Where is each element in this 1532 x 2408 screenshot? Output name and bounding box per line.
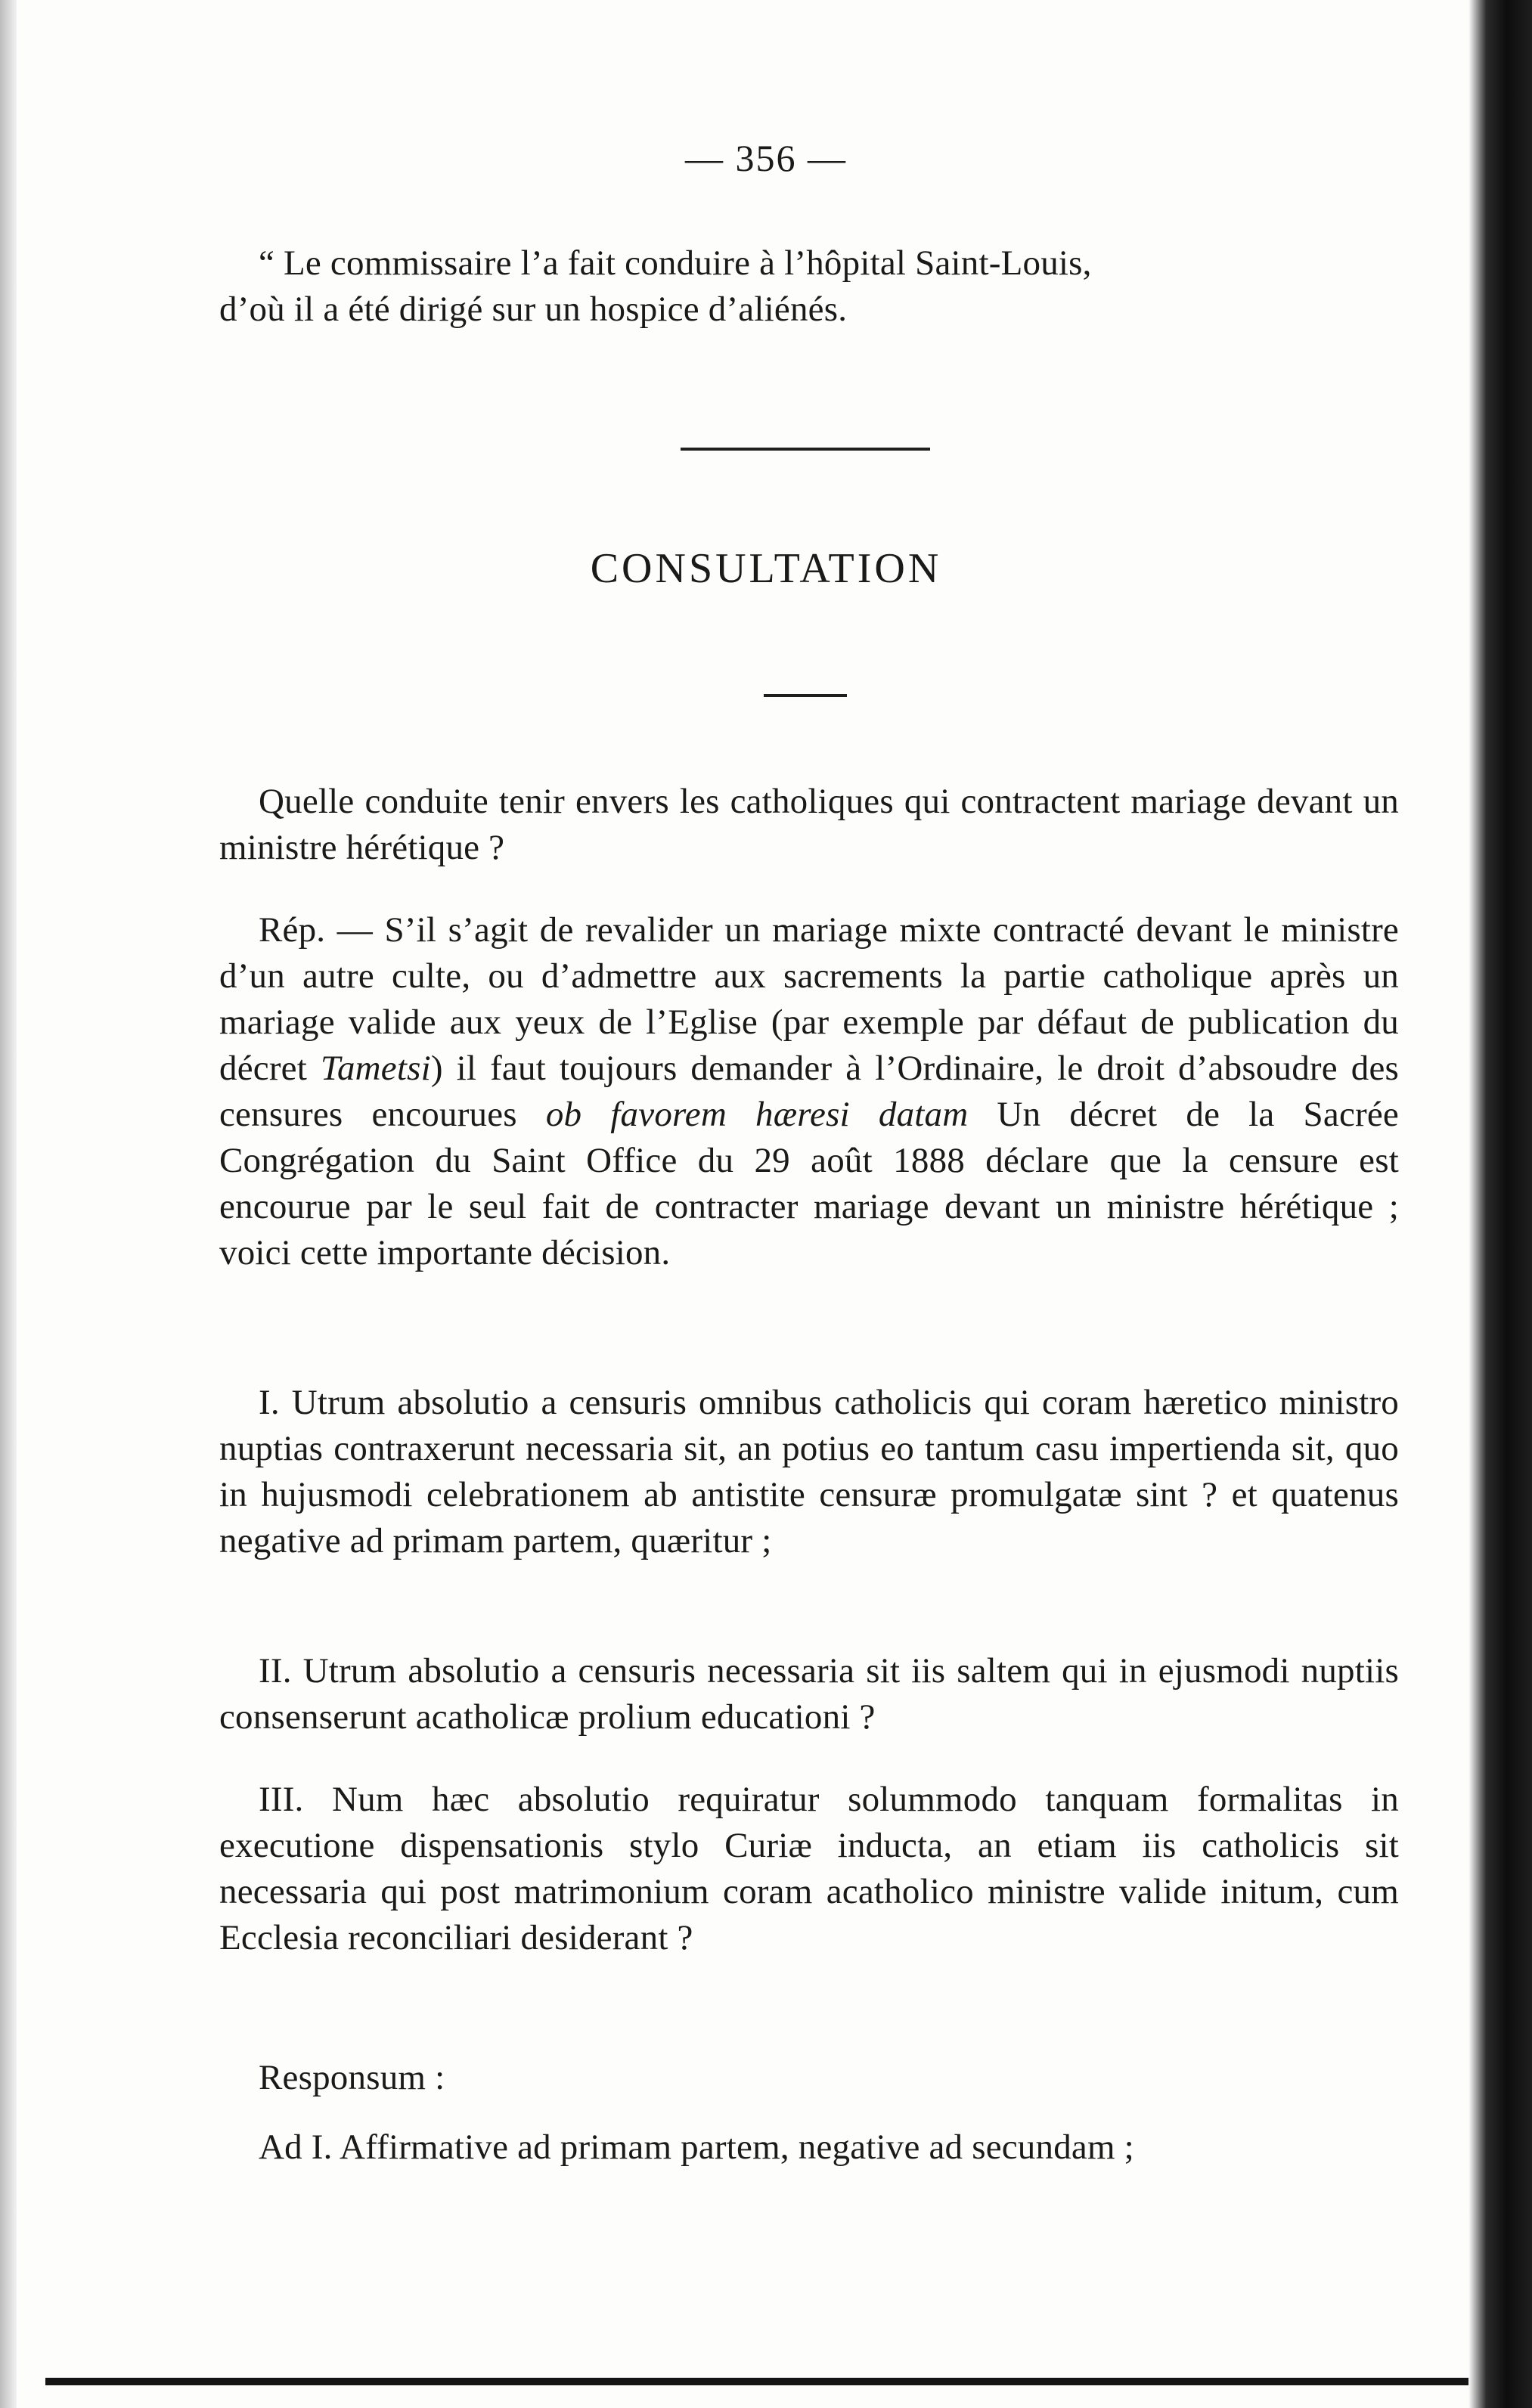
divider-short — [764, 694, 847, 697]
latin-question-3: III. Num hæc absolutio requiratur solummodo tanquam formalitas in executione dispensationis stylo Curiæ inducta, an etiam iis catholicis sit necessaria qui post matrimonium coram acatholico ministre valide initum, cum Ecclesia reconciliari desiderant ? — [219, 1780, 1399, 1957]
latin-question-1: I. Utrum absolutio a censuris omnibus catholicis qui coram hæretico ministro nuptias contraxerunt necessaria sit, an potius eo tantum casu impertienda sit, quo in hujusmodi celebrationem ab antistite censuræ promulgatæ sint ? et quatenus negative ad primam partem, quæritur ; — [219, 1383, 1399, 1560]
response-text-3: Un décret de la Sacrée Congrégation du Saint Office du 29 août 1888 déclare que la censure est encourue par le seul fait de contracter mariage devant un ministre hérétique ; voici cette importante décision. — [219, 1095, 1399, 1272]
page-bottom-rule — [45, 2378, 1468, 2385]
page-left-edge — [0, 0, 17, 2408]
intro-paragraph — [219, 240, 1399, 333]
decree-tametsi: Tametsi — [320, 1049, 431, 1088]
response-text-2: ) il faut toujours demander à l’Ordinaire, le droit d’absoudre des censures encourues — [219, 1049, 1399, 1134]
responsum-label: Responsum : — [259, 2058, 445, 2097]
response-paragraph — [219, 907, 1399, 1276]
latin-question-2: II. Utrum absolutio a censuris necessaria sit iis saltem qui in ejusmodi nuptiis consenserunt acatholicæ prolium educationi ? — [219, 1651, 1399, 1737]
intro-line-2: d’où il a été dirigé sur un hospice d’aliénés. — [219, 290, 848, 329]
answer-one: Ad I. Affirmative ad primam partem, negative ad secundam ; — [259, 2128, 1134, 2167]
page-binding-edge — [1468, 0, 1532, 2408]
response-text-1: Rép. — S’il s’agit de revalider un mariage mixte contracté devant le ministre d’un autre culte, ou d’admettre aux sacrements la partie catholique après un mariage valide aux yeux de l’Eglise (par exemple par défaut de publication du décret — [219, 910, 1399, 1088]
intro-line-1: “ Le commissaire l’a fait conduire à l’hôpital Saint-Louis, — [259, 243, 1092, 283]
question-paragraph: Quelle conduite tenir envers les catholiques qui contractent mariage devant un ministre hérétique ? — [219, 782, 1399, 867]
divider-top — [681, 448, 930, 451]
page-number: — 356 — — [685, 137, 847, 179]
latin-phrase: ob favorem hæresi datam — [545, 1095, 969, 1134]
section-heading: CONSULTATION — [590, 545, 942, 592]
